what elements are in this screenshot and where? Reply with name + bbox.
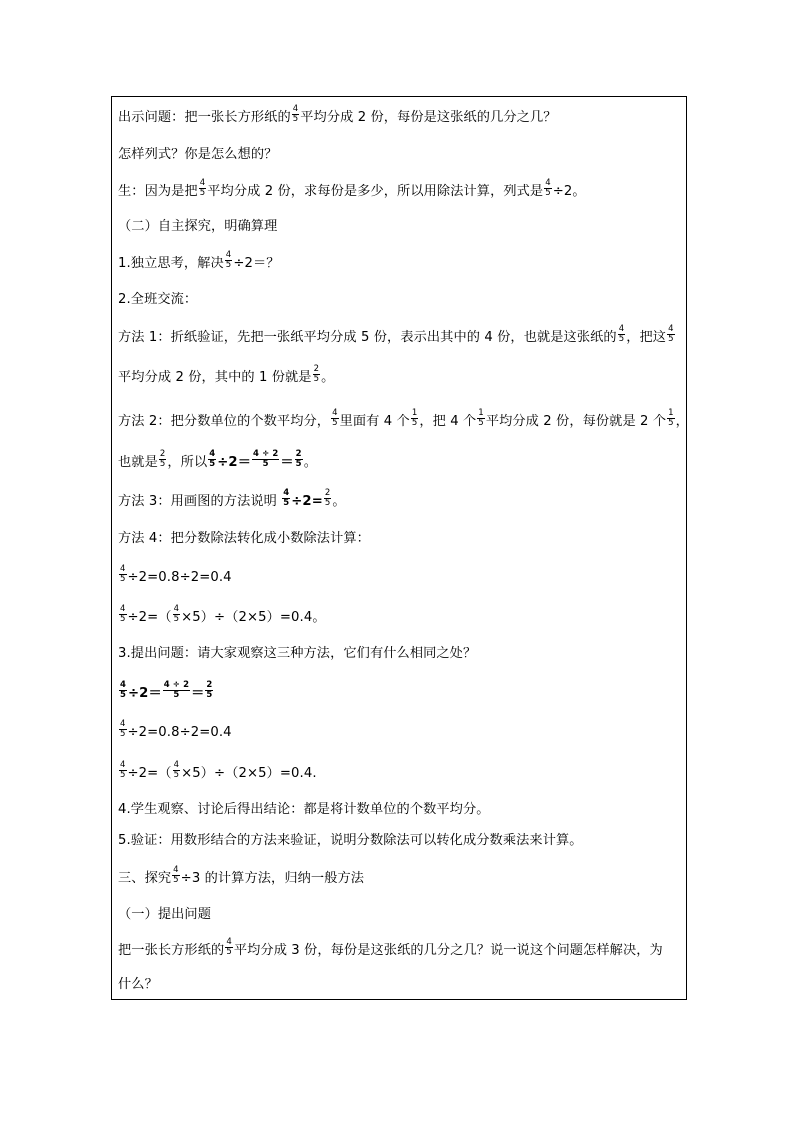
text-segment: （一）提出问题 <box>118 907 212 922</box>
text-segment: ÷2＝ <box>217 455 251 470</box>
text-line <box>118 291 197 309</box>
text-line <box>118 449 317 472</box>
text-segment: 生：因为是把 <box>118 184 198 199</box>
text-segment: ×5）÷（2×5）=0.4. <box>181 766 317 781</box>
text-segment: 平均分成 2 份，其中的 1 份就是 <box>118 370 312 385</box>
text-segment: ÷2。 <box>552 184 586 199</box>
text-segment: 怎样列式？你是怎么想的？ <box>118 147 278 162</box>
fraction: $\frac{4}{5}$ <box>545 178 551 198</box>
text-segment: ，把这 <box>626 330 667 345</box>
text-segment: ， <box>675 414 689 429</box>
section-heading <box>118 218 277 236</box>
fraction: $\frac{1}{5}$ <box>411 408 418 428</box>
text-segment: 方法 3：用画图的方法说明 <box>118 494 282 509</box>
fraction: $\frac{2}{5}$ <box>324 488 331 508</box>
text-segment: 5.验证：用数形结合的方法来验证，说明分数除法可以转化成分数乘法来计算。 <box>118 833 583 848</box>
text-segment: 平均分成 2 份，求每份是多少，所以用除法计算，列式是 <box>207 184 544 199</box>
fraction: $\frac{4}{5}$ <box>199 178 206 198</box>
text-line-conclusion <box>118 801 490 819</box>
text-segment: ÷3 的计算方法，归纳一般方法 <box>180 871 365 886</box>
equation-line <box>118 564 232 587</box>
text-segment: ，把 4 个 <box>419 414 477 429</box>
fraction: $\frac{4}{5}$ <box>173 604 180 624</box>
text-segment: 。 <box>303 455 317 470</box>
fraction: $\frac{4 \div 2}{5}$ <box>253 449 279 469</box>
text-segment: 出示问题：把一张长方形纸的 <box>118 110 291 125</box>
text-line-method-2 <box>118 408 689 431</box>
fraction: $\frac{4}{5}$ <box>120 760 126 780</box>
text-segment: 把一张长方形纸的 <box>118 943 225 958</box>
section-heading <box>118 906 211 924</box>
fraction: $\frac{4}{5}$ <box>332 408 338 428</box>
equation-line <box>118 680 214 703</box>
text-segment: 平均分成 2 份，每份是这张纸的几分之几？ <box>300 110 557 125</box>
text-segment: 4.学生观察、讨论后得出结论：都是将计数单位的个数平均分。 <box>118 802 490 817</box>
fraction: $\frac{4 \div 2}{5}$ <box>163 680 190 700</box>
text-segment: ＝ <box>191 686 205 701</box>
text-segment: 什么？ <box>118 977 158 992</box>
text-line <box>118 976 158 994</box>
fraction: $\frac{4}{5}$ <box>173 865 179 885</box>
text-line-method-3 <box>118 488 346 511</box>
text-segment: 。 <box>321 370 335 385</box>
section-heading <box>118 865 365 888</box>
fraction: $\frac{4}{5}$ <box>668 324 674 344</box>
equation-line <box>118 604 326 627</box>
text-line-question <box>118 104 557 127</box>
fraction: $\frac{4}{5}$ <box>209 449 216 469</box>
text-segment: （二）自主探究，明确算理 <box>118 219 278 234</box>
text-line-verification <box>118 832 583 850</box>
fraction: $\frac{4}{5}$ <box>120 564 126 584</box>
text-segment: 也就是 <box>118 455 158 470</box>
fraction: $\frac{4}{5}$ <box>292 104 299 124</box>
text-segment: ÷2=（ <box>127 766 172 781</box>
fraction: $\frac{4}{5}$ <box>173 760 180 780</box>
fraction: $\frac{2}{5}$ <box>159 449 166 469</box>
fraction: $\frac{4}{5}$ <box>226 937 232 957</box>
fraction: $\frac{4}{5}$ <box>120 680 127 700</box>
text-line <box>118 364 335 387</box>
text-segment: ÷2= <box>291 494 323 509</box>
text-segment: 平均分成 2 份，每份就是 2 个 <box>485 414 667 429</box>
text-segment: ÷2=0.8÷2=0.4 <box>127 570 232 585</box>
text-line-question <box>118 937 663 960</box>
text-segment: 。 <box>332 494 346 509</box>
fraction: $\frac{1}{5}$ <box>478 408 484 428</box>
text-segment: 平均分成 3 份，每份是这张纸的几分之几？说一说这个问题怎样解决，为 <box>233 943 663 958</box>
text-line-method-4 <box>118 530 370 548</box>
text-segment: 2.全班交流： <box>118 292 198 307</box>
text-segment: 三、探究 <box>118 871 172 886</box>
text-segment: 3.提出问题：请大家观察这三种方法，它们有什么相同之处？ <box>118 646 477 661</box>
fraction: $\frac{2}{5}$ <box>206 680 213 700</box>
fraction: $\frac{4}{5}$ <box>283 488 290 508</box>
text-segment: 里面有 4 个 <box>339 414 410 429</box>
text-segment: ÷2＝？ <box>233 256 280 271</box>
fraction: $\frac{1}{5}$ <box>668 408 674 428</box>
text-line-method-1 <box>118 324 676 347</box>
fraction: $\frac{2}{5}$ <box>295 449 302 469</box>
fraction: $\frac{2}{5}$ <box>313 364 320 384</box>
text-segment: ÷2＝ <box>128 686 162 701</box>
text-segment: 方法 1：折纸验证，先把一张纸平均分成 5 份，表示出其中的 4 份，也就是这张纸的 <box>118 330 617 345</box>
text-line <box>118 645 476 663</box>
text-segment: 方法 2：把分数单位的个数平均分， <box>118 414 331 429</box>
text-line <box>118 250 280 273</box>
text-segment: 方法 4：把分数除法转化成小数除法计算： <box>118 531 370 546</box>
text-segment: ，所以 <box>167 455 208 470</box>
fraction: $\frac{4}{5}$ <box>120 719 126 739</box>
equation-line <box>118 760 317 783</box>
fraction: $\frac{4}{5}$ <box>618 324 625 344</box>
text-segment: ÷2=（ <box>127 610 172 625</box>
text-line-answer <box>118 178 586 201</box>
fraction: $\frac{4}{5}$ <box>225 250 232 270</box>
text-segment: ＝ <box>280 455 294 470</box>
text-segment: ÷2=0.8÷2=0.4 <box>127 725 232 740</box>
equation-line <box>118 719 232 742</box>
text-segment: ×5）÷（2×5）=0.4。 <box>181 610 326 625</box>
text-segment: 1.独立思考，解决 <box>118 256 224 271</box>
text-line <box>118 146 277 164</box>
fraction: $\frac{4}{5}$ <box>120 604 126 624</box>
